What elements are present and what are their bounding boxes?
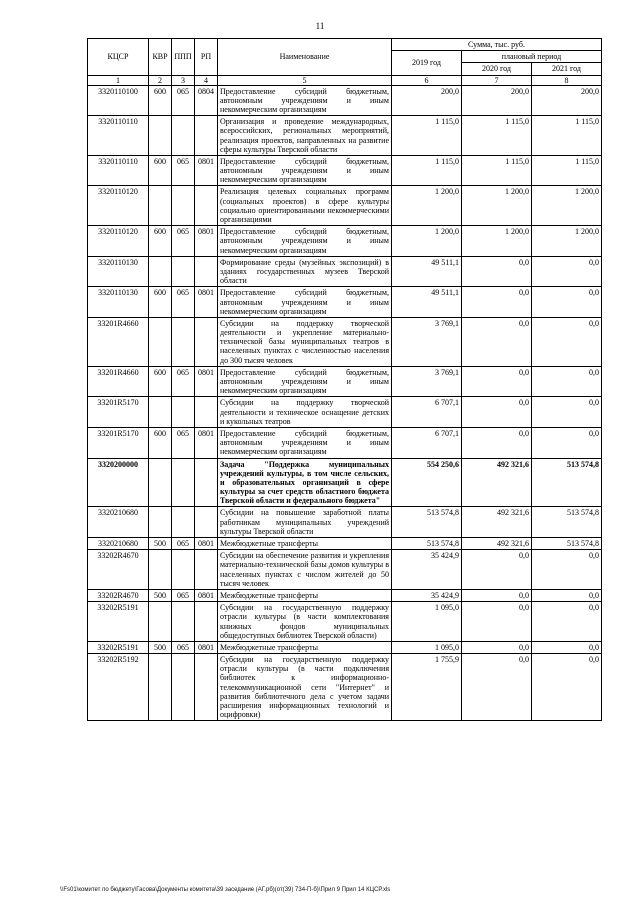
row-name: Предоставление субсидий бюджетным, автономным учреждениям и иным некоммерческим организациям (218, 366, 392, 397)
header-2020: 2020 год (462, 63, 532, 75)
row-value-2019: 1 755,9 (392, 654, 462, 721)
row-value-2021: 200,0 (532, 85, 602, 116)
row-rp (195, 317, 218, 366)
row-kcsr: 3320110110 (88, 155, 149, 186)
row-name: Реализация целевых социальных программ (социальных проектов) в сфере культуры социально ориентированными некоммерческими организациями (218, 186, 392, 226)
row-name: Субсидии на поддержку творческой деятельности и укрепление материально-технической базы муниципальных театров в населенных пунктах с численностью населения до 300 тысяч человек (218, 317, 392, 366)
header-kcsr: КЦСР (88, 39, 149, 76)
row-kvr (149, 458, 172, 507)
row-ppp: 065 (172, 85, 195, 116)
table-row (88, 507, 602, 538)
row-value-2020: 492 321,6 (462, 507, 532, 538)
row-value-2021: 0,0 (532, 317, 602, 366)
table-row (88, 641, 602, 653)
row-kcsr: 33202R5191 (88, 602, 149, 642)
row-kvr: 600 (149, 155, 172, 186)
row-value-2019: 1 095,0 (392, 641, 462, 653)
row-rp: 0801 (195, 366, 218, 397)
row-value-2019: 513 574,8 (392, 538, 462, 550)
row-value-2019: 1 200,0 (392, 186, 462, 226)
header-2021: 2021 год (532, 63, 602, 75)
row-kvr: 500 (149, 641, 172, 653)
row-ppp (172, 317, 195, 366)
row-value-2020: 492 321,6 (462, 458, 532, 507)
row-kcsr: 3320110130 (88, 256, 149, 287)
row-value-2021: 513 574,8 (532, 538, 602, 550)
row-name: Межбюджетные трансферты (218, 589, 392, 601)
col-number: 2 (149, 75, 172, 85)
row-name: Субсидии на обеспечение развития и укрепления материально-технической базы домов культуры в населенных пунктах с числом жителей до 50 тысяч человек (218, 550, 392, 590)
row-kvr: 600 (149, 287, 172, 318)
row-value-2021: 513 574,8 (532, 507, 602, 538)
col-number: 7 (462, 75, 532, 85)
row-value-2020: 0,0 (462, 427, 532, 458)
table-row (88, 654, 602, 721)
row-value-2021: 1 200,0 (532, 186, 602, 226)
header-name: Наименование (218, 39, 392, 76)
row-value-2021: 1 200,0 (532, 226, 602, 257)
row-rp: 0801 (195, 538, 218, 550)
table-row (88, 155, 602, 186)
row-rp: 0801 (195, 427, 218, 458)
row-kvr (149, 602, 172, 642)
row-name: Межбюджетные трансферты (218, 641, 392, 653)
row-value-2019: 35 424,9 (392, 550, 462, 590)
row-rp (195, 550, 218, 590)
row-kvr (149, 550, 172, 590)
row-kvr (149, 397, 172, 428)
row-value-2020: 0,0 (462, 589, 532, 601)
row-kcsr: 33202R5192 (88, 654, 149, 721)
table-row (88, 538, 602, 550)
col-number: 5 (218, 75, 392, 85)
row-value-2020: 0,0 (462, 654, 532, 721)
row-rp (195, 458, 218, 507)
row-ppp: 065 (172, 641, 195, 653)
row-value-2019: 513 574,8 (392, 507, 462, 538)
row-rp (195, 186, 218, 226)
row-ppp: 065 (172, 538, 195, 550)
row-rp (195, 256, 218, 287)
row-ppp: 065 (172, 427, 195, 458)
row-kcsr: 33201R5170 (88, 397, 149, 428)
row-value-2019: 6 707,1 (392, 397, 462, 428)
row-ppp (172, 458, 195, 507)
col-number: 1 (88, 75, 149, 85)
row-value-2021: 0,0 (532, 256, 602, 287)
row-kcsr: 3320110120 (88, 226, 149, 257)
row-value-2019: 1 115,0 (392, 116, 462, 156)
col-number: 3 (172, 75, 195, 85)
row-rp (195, 116, 218, 156)
row-kvr: 600 (149, 226, 172, 257)
row-ppp (172, 116, 195, 156)
header-kvr: КВР (149, 39, 172, 76)
row-ppp: 065 (172, 589, 195, 601)
row-kvr: 500 (149, 589, 172, 601)
row-value-2020: 492 321,6 (462, 538, 532, 550)
row-kvr (149, 507, 172, 538)
row-value-2019: 3 769,1 (392, 317, 462, 366)
row-ppp (172, 397, 195, 428)
table-row (88, 287, 602, 318)
row-value-2020: 1 115,0 (462, 116, 532, 156)
row-kvr (149, 116, 172, 156)
row-kcsr: 33202R5191 (88, 641, 149, 653)
row-name: Предоставление субсидий бюджетным, автономным учреждениям и иным некоммерческим организациям (218, 427, 392, 458)
row-value-2020: 0,0 (462, 256, 532, 287)
row-value-2020: 1 115,0 (462, 155, 532, 186)
row-ppp (172, 654, 195, 721)
table-row (88, 397, 602, 428)
row-name: Субсидии на повышение заработной платы работникам муниципальных учреждений культуры Тверской области (218, 507, 392, 538)
page-number: 11 (315, 21, 325, 31)
row-kcsr: 33202R4670 (88, 550, 149, 590)
header-rp: РП (195, 39, 218, 76)
row-ppp: 065 (172, 226, 195, 257)
row-value-2021: 1 115,0 (532, 116, 602, 156)
table-row (88, 256, 602, 287)
row-value-2021: 0,0 (532, 641, 602, 653)
row-name: Предоставление субсидий бюджетным, автономным учреждениям и иным некоммерческим организациям (218, 155, 392, 186)
row-kcsr: 3320110120 (88, 186, 149, 226)
row-value-2021: 1 115,0 (532, 155, 602, 186)
row-value-2019: 1 095,0 (392, 602, 462, 642)
header-sum: Сумма, тыс. руб. (392, 39, 602, 51)
row-value-2019: 6 707,1 (392, 427, 462, 458)
row-kvr (149, 317, 172, 366)
row-kcsr: 33201R4660 (88, 317, 149, 366)
row-value-2020: 0,0 (462, 317, 532, 366)
row-name: Субсидии на государственную поддержку отрасли культуры (в части комплектования книжных фондов муниципальных общедоступных библиотек Тверской области) (218, 602, 392, 642)
row-kcsr: 33201R5170 (88, 427, 149, 458)
row-value-2021: 0,0 (532, 397, 602, 428)
row-value-2019: 200,0 (392, 85, 462, 116)
row-name: Формирование среды (музейных экспозиций) в зданиях государственных музеев Тверской области (218, 256, 392, 287)
row-value-2020: 0,0 (462, 397, 532, 428)
row-ppp (172, 186, 195, 226)
table-row (88, 226, 602, 257)
row-kcsr: 3320110130 (88, 287, 149, 318)
row-rp: 0801 (195, 287, 218, 318)
table-row (88, 458, 602, 507)
row-name: Организация и проведение международных, всероссийских, региональных мероприятий, реализация проектов, направленных на развитие сферы культуры Тверской области (218, 116, 392, 156)
row-value-2019: 554 250,6 (392, 458, 462, 507)
row-kvr (149, 256, 172, 287)
row-value-2019: 1 200,0 (392, 226, 462, 257)
header-2019: 2019 год (392, 51, 462, 75)
table-row (88, 116, 602, 156)
col-number: 6 (392, 75, 462, 85)
row-value-2020: 1 200,0 (462, 186, 532, 226)
row-kvr (149, 186, 172, 226)
row-name: Предоставление субсидий бюджетным, автономным учреждениям и иным некоммерческим организациям (218, 226, 392, 257)
row-name: Субсидии на государственную поддержку отрасли культуры (в части подключения библиотек к информационно-телекоммуникационной сети "Интернет" и развития библиотечного дела с учетом задачи расширения информационных технологий и оцифровки) (218, 654, 392, 721)
row-value-2021: 513 574,8 (532, 458, 602, 507)
col-number: 8 (532, 75, 602, 85)
row-value-2020: 0,0 (462, 641, 532, 653)
row-kvr: 600 (149, 85, 172, 116)
row-rp: 0801 (195, 641, 218, 653)
col-number: 4 (195, 75, 218, 85)
row-value-2021: 0,0 (532, 602, 602, 642)
row-value-2020: 0,0 (462, 366, 532, 397)
table-row (88, 366, 602, 397)
table-row (88, 85, 602, 116)
row-value-2019: 1 115,0 (392, 155, 462, 186)
budget-table (87, 38, 602, 721)
row-ppp (172, 507, 195, 538)
row-kvr (149, 654, 172, 721)
row-value-2021: 0,0 (532, 427, 602, 458)
header-ppp: ППП (172, 39, 195, 76)
row-ppp: 065 (172, 287, 195, 318)
row-kcsr: 3320110100 (88, 85, 149, 116)
row-rp (195, 397, 218, 428)
row-value-2020: 200,0 (462, 85, 532, 116)
row-value-2021: 0,0 (532, 287, 602, 318)
row-kcsr: 3320110110 (88, 116, 149, 156)
row-rp: 0801 (195, 155, 218, 186)
row-value-2020: 0,0 (462, 602, 532, 642)
row-value-2020: 1 200,0 (462, 226, 532, 257)
row-kvr: 600 (149, 427, 172, 458)
table-row (88, 602, 602, 642)
row-name: Межбюджетные трансферты (218, 538, 392, 550)
row-value-2019: 49 511,1 (392, 256, 462, 287)
row-kvr: 600 (149, 366, 172, 397)
row-value-2019: 3 769,1 (392, 366, 462, 397)
row-value-2021: 0,0 (532, 589, 602, 601)
row-rp (195, 654, 218, 721)
row-ppp: 065 (172, 366, 195, 397)
table-row (88, 317, 602, 366)
row-rp: 0801 (195, 589, 218, 601)
row-value-2021: 0,0 (532, 654, 602, 721)
table-row (88, 550, 602, 590)
table-row (88, 589, 602, 601)
row-value-2020: 0,0 (462, 287, 532, 318)
row-name: Субсидии на поддержку творческой деятельности и техническое оснащение детских и кукольных театров (218, 397, 392, 428)
table-row (88, 186, 602, 226)
file-path-footer: \\Fs01\комитет по бюджету\Гасова\Документы комитета\39 заседание (АГ.рб)(от(39) 734-П-б)\Прил 9 Прил 14 КЦСР.xls (60, 887, 391, 893)
row-kvr: 500 (149, 538, 172, 550)
row-value-2019: 35 424,9 (392, 589, 462, 601)
row-value-2021: 0,0 (532, 366, 602, 397)
row-ppp (172, 602, 195, 642)
row-rp: 0801 (195, 226, 218, 257)
row-ppp (172, 550, 195, 590)
row-rp: 0804 (195, 85, 218, 116)
row-ppp: 065 (172, 155, 195, 186)
row-kcsr: 3320210680 (88, 538, 149, 550)
row-rp (195, 602, 218, 642)
row-name: Предоставление субсидий бюджетным, автономным учреждениям и иным некоммерческим организациям (218, 287, 392, 318)
row-value-2020: 0,0 (462, 550, 532, 590)
row-ppp (172, 256, 195, 287)
row-rp (195, 507, 218, 538)
column-numbers-row (88, 75, 602, 85)
row-value-2019: 49 511,1 (392, 287, 462, 318)
header-planned: плановый период (462, 51, 602, 63)
table-row (88, 427, 602, 458)
row-name: Задача "Поддержка муниципальных учреждений культуры, в том числе сельских, и образовательных организаций в сфере культуры за счет средств областного бюджета Тверской области и федерального бюджета" (218, 458, 392, 507)
row-name: Предоставление субсидий бюджетным, автономным учреждениям и иным некоммерческим организациям (218, 85, 392, 116)
row-kcsr: 3320210680 (88, 507, 149, 538)
row-kcsr: 33201R4660 (88, 366, 149, 397)
row-kcsr: 3320200000 (88, 458, 149, 507)
row-kcsr: 33202R4670 (88, 589, 149, 601)
row-value-2021: 0,0 (532, 550, 602, 590)
